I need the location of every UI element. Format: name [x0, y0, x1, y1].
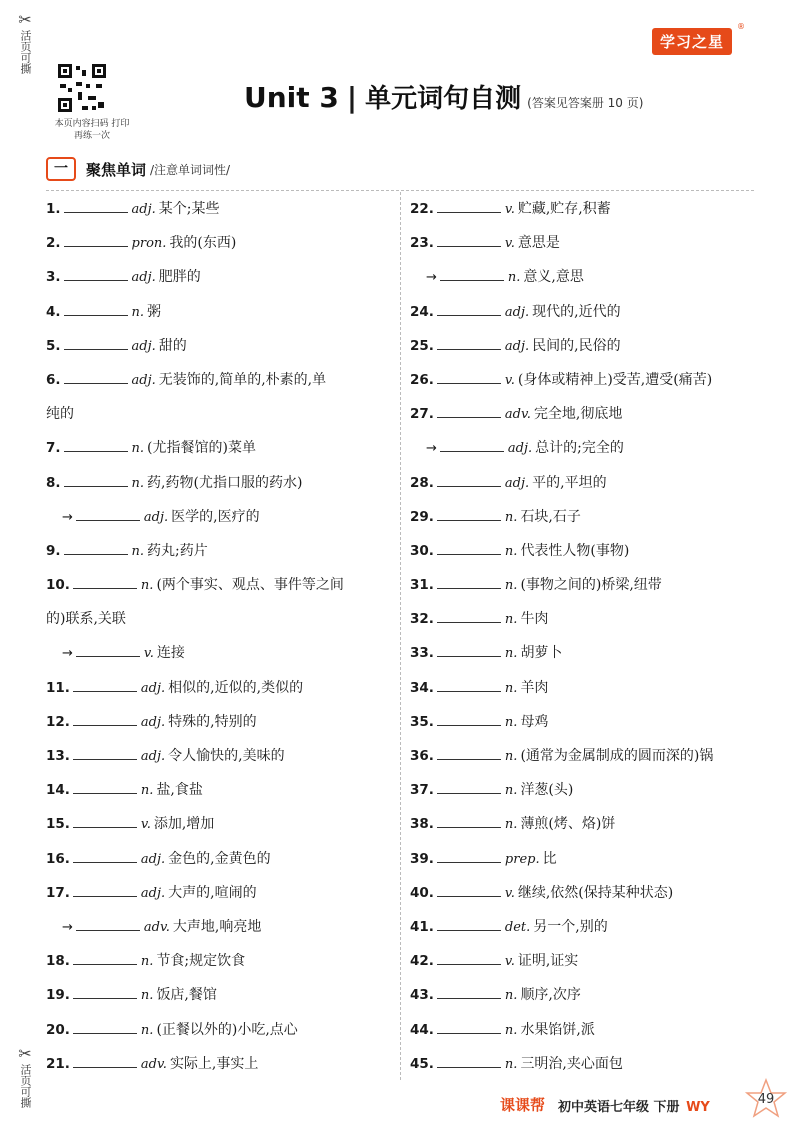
part-of-speech: v.: [504, 885, 515, 901]
arrow-icon: →: [62, 509, 73, 525]
qr-code-icon[interactable]: [56, 62, 108, 114]
answer-blank[interactable]: [437, 335, 501, 350]
part-of-speech: n.: [504, 749, 518, 764]
part-of-speech: n.: [504, 1022, 518, 1038]
word-entry: [410, 671, 770, 705]
part-of-speech: n.: [131, 543, 145, 559]
meaning-text: 连接: [156, 645, 185, 662]
part-of-speech: prep.: [504, 851, 540, 867]
meaning-text: (正餐以外的)小吃,点心: [156, 1021, 298, 1038]
word-entry: [46, 1047, 388, 1081]
part-of-speech: adj.: [131, 372, 156, 388]
meaning-text: 代表性人物(事物): [520, 542, 630, 559]
answer-blank[interactable]: [437, 950, 501, 965]
part-of-speech: adj.: [140, 749, 166, 764]
part-of-speech: pron.: [131, 236, 167, 252]
item-number: 38.: [410, 816, 434, 833]
item-number: 39.: [410, 850, 434, 867]
item-number: 45.: [410, 1055, 434, 1072]
meaning-text: 大声地,响亮地: [172, 918, 262, 935]
part-of-speech: det.: [504, 919, 531, 935]
word-entry: [410, 534, 770, 568]
meaning-text: 添加,增加: [153, 816, 215, 833]
meaning-text: 牛肉: [520, 611, 549, 628]
meaning-text: 胡萝卜: [520, 645, 563, 662]
meaning-text: 粥: [147, 303, 162, 320]
answer-blank[interactable]: [73, 882, 137, 897]
answer-note: (答案见答案册 10 页): [527, 96, 644, 110]
meaning-text: 甜的: [158, 337, 187, 354]
item-number: 6.: [46, 371, 61, 388]
part-of-speech: n.: [504, 817, 518, 833]
part-of-speech: n.: [504, 988, 518, 1004]
word-entry: [410, 876, 770, 910]
answer-blank[interactable]: [73, 779, 137, 794]
item-number: 9.: [46, 542, 61, 559]
item-number: 7.: [46, 440, 61, 457]
part-of-speech: n.: [504, 612, 518, 628]
word-entry: [410, 842, 770, 876]
word-entry: [46, 739, 388, 773]
answer-blank[interactable]: [437, 1019, 501, 1034]
answer-blank[interactable]: [64, 301, 128, 316]
answer-blank[interactable]: [73, 574, 137, 589]
meaning-text: 薄煎(烤、烙)饼: [520, 816, 616, 833]
answer-blank[interactable]: [437, 574, 501, 589]
meaning-text: 金色的,金黄色的: [168, 850, 271, 867]
item-number: 5.: [46, 337, 61, 354]
meaning-text: 水果馅饼,派: [520, 1021, 595, 1038]
scissors-icon: ✂: [18, 1044, 32, 1063]
meaning-text: 总计的;完全的: [535, 440, 624, 457]
item-number: 28.: [410, 474, 434, 491]
word-entry: [46, 807, 388, 841]
answer-blank[interactable]: [437, 882, 501, 897]
meaning-text: 民间的,民俗的: [532, 337, 621, 354]
part-of-speech: adj.: [140, 851, 166, 867]
answer-blank[interactable]: [64, 232, 128, 247]
part-of-speech: n.: [504, 680, 518, 696]
word-entry: [46, 1013, 388, 1047]
part-of-speech: v.: [504, 236, 515, 252]
word-entry: [46, 876, 388, 910]
title-separator: |: [346, 81, 358, 114]
word-entry: [410, 192, 770, 226]
arrow-icon: →: [62, 646, 73, 662]
tear-off-tab-bottom: [10, 1046, 40, 1108]
item-number: 33.: [410, 645, 434, 662]
answer-blank[interactable]: [76, 506, 140, 521]
part-of-speech: n.: [504, 578, 518, 594]
item-number: 3.: [46, 269, 61, 286]
meaning-text: 节食;规定饮食: [156, 953, 246, 970]
word-entry: [46, 192, 388, 226]
word-entry: [46, 260, 388, 294]
word-entry: [46, 466, 388, 500]
part-of-speech: adj.: [131, 270, 156, 286]
part-of-speech: adj.: [504, 338, 530, 354]
part-of-speech: adj.: [140, 714, 166, 730]
course-label: 初中英语七年级 下册: [558, 1100, 680, 1115]
item-number: 18.: [46, 953, 70, 970]
meaning-text: 药,药物(尤指口服的药水): [147, 474, 303, 491]
item-number: 40.: [410, 884, 434, 901]
item-number: 42.: [410, 953, 434, 970]
meaning-text: 大声的,喧闹的: [168, 884, 257, 901]
part-of-speech: n.: [504, 509, 518, 525]
item-number: 30.: [410, 542, 434, 559]
word-entry: [410, 910, 770, 944]
answer-blank[interactable]: [64, 335, 128, 350]
meaning-continuation: [46, 397, 388, 431]
meaning-text: 医学的,医疗的: [171, 508, 260, 525]
item-number: 36.: [410, 748, 434, 764]
meaning-text: 石块,石子: [520, 508, 581, 525]
word-entry: [46, 944, 388, 978]
meaning-text: 相似的,近似的,类似的: [168, 679, 304, 696]
item-number: 37.: [410, 782, 434, 799]
answer-blank[interactable]: [64, 369, 128, 384]
word-entry: [410, 1047, 770, 1081]
part-of-speech: adv.: [140, 1056, 167, 1072]
arrow-icon: →: [426, 270, 437, 286]
part-of-speech: v.: [140, 817, 151, 833]
answer-blank[interactable]: [437, 403, 501, 418]
word-entry: [410, 500, 770, 534]
part-of-speech: v.: [504, 954, 515, 970]
word-entry: [410, 944, 770, 978]
word-entry: [410, 807, 770, 841]
meaning-text: 无装饰的,简单的,朴素的,单: [158, 371, 327, 388]
item-number: 13.: [46, 748, 70, 764]
item-number: 14.: [46, 782, 70, 799]
item-number: 23.: [410, 235, 434, 252]
answer-blank[interactable]: [440, 266, 504, 281]
word-entry: [410, 397, 770, 431]
meaning-text: 继续,依然(保持某种状态): [517, 884, 674, 901]
meaning-text: 的)联系,关联: [46, 611, 126, 628]
answer-blank[interactable]: [437, 813, 501, 828]
meaning-text: 盐,食盐: [156, 782, 203, 799]
word-list-right: [410, 192, 770, 1081]
answer-blank[interactable]: [73, 1053, 137, 1068]
item-number: 20.: [46, 1021, 70, 1038]
page-number: 49: [757, 1092, 775, 1107]
item-number: 44.: [410, 1021, 434, 1038]
part-of-speech: n.: [140, 783, 154, 799]
answer-blank[interactable]: [64, 437, 128, 452]
derived-word-entry: [46, 500, 388, 534]
answer-blank[interactable]: [64, 266, 128, 281]
derived-word-entry: [46, 636, 388, 670]
item-number: 35.: [410, 713, 434, 730]
meaning-text: 母鸡: [520, 713, 549, 730]
item-number: 29.: [410, 508, 434, 525]
meaning-text: (两个事实、观点、事件等之间: [156, 577, 344, 594]
part-of-speech: v.: [504, 202, 515, 217]
registered-mark: ®: [737, 22, 745, 31]
answer-blank[interactable]: [437, 301, 501, 316]
item-number: 32.: [410, 611, 434, 628]
answer-blank[interactable]: [76, 916, 140, 931]
answer-blank[interactable]: [437, 472, 501, 487]
section-title: 聚焦单词: [86, 160, 147, 179]
word-entry: [410, 329, 770, 363]
section-header: [46, 157, 230, 181]
derived-word-entry: [410, 260, 770, 294]
word-entry: [46, 295, 388, 329]
item-number: 25.: [410, 337, 434, 354]
meaning-text: 特殊的,特别的: [168, 713, 257, 730]
word-entry: [410, 363, 770, 397]
word-list-left: [46, 192, 388, 1081]
answer-blank[interactable]: [73, 848, 137, 863]
answer-blank[interactable]: [437, 506, 501, 521]
arrow-icon: →: [62, 919, 73, 935]
item-number: 19.: [46, 987, 70, 1004]
unit-label: Unit 3: [244, 81, 339, 114]
scissors-icon: ✂: [18, 10, 32, 29]
word-entry: [46, 978, 388, 1012]
meaning-text: (身体或精神上)受苦,遭受(痛苦): [517, 371, 713, 388]
answer-blank[interactable]: [437, 642, 501, 657]
meaning-text: 羊肉: [520, 679, 549, 696]
word-entry: [46, 363, 388, 397]
answer-blank[interactable]: [437, 848, 501, 863]
answer-blank[interactable]: [437, 711, 501, 726]
item-number: 34.: [410, 679, 434, 696]
meaning-text: 完全地,彻底地: [533, 406, 623, 423]
answer-blank[interactable]: [73, 711, 137, 726]
answer-blank[interactable]: [437, 608, 501, 623]
meaning-text: 三明治,夹心面包: [520, 1055, 623, 1072]
title-text: 单元词句自测: [365, 84, 522, 114]
meaning-text: (通常为金属制成的圆而深的)锅: [520, 748, 714, 764]
word-entry: [410, 295, 770, 329]
item-number: 16.: [46, 850, 70, 867]
meaning-text: 现代的,近代的: [532, 303, 621, 320]
part-of-speech: n.: [131, 441, 145, 457]
item-number: 15.: [46, 816, 70, 833]
part-of-speech: n.: [140, 988, 154, 1004]
answer-blank[interactable]: [73, 745, 137, 760]
meaning-text: 顺序,次序: [520, 987, 581, 1004]
part-of-speech: n.: [131, 475, 145, 491]
answer-blank[interactable]: [437, 677, 501, 692]
word-entry: [410, 636, 770, 670]
meaning-text: 纯的: [46, 406, 74, 423]
footer-course: [558, 1096, 710, 1115]
part-of-speech: adj.: [507, 441, 533, 457]
part-of-speech: n.: [504, 1056, 518, 1072]
answer-blank[interactable]: [64, 472, 128, 487]
part-of-speech: n.: [504, 714, 518, 730]
tear-off-label: 活页可撕: [19, 30, 32, 74]
part-of-speech: n.: [140, 1022, 154, 1038]
answer-blank[interactable]: [73, 813, 137, 828]
word-entry: [410, 466, 770, 500]
meaning-text: 洋葱(头): [520, 782, 574, 799]
word-entry: [410, 705, 770, 739]
word-entry: [410, 226, 770, 260]
answer-blank[interactable]: [437, 984, 501, 999]
section-number: 一: [46, 157, 76, 181]
answer-blank[interactable]: [437, 540, 501, 555]
word-entry: [410, 1013, 770, 1047]
meaning-text: (尤指餐馆的)菜单: [147, 440, 256, 457]
meaning-continuation: [46, 602, 388, 636]
answer-blank[interactable]: [437, 1053, 501, 1068]
part-of-speech: n.: [131, 304, 145, 320]
meaning-text: 实际上,事实上: [169, 1055, 259, 1072]
meaning-text: 肥胖的: [158, 269, 201, 286]
item-number: 31.: [410, 577, 434, 594]
answer-blank[interactable]: [64, 540, 128, 555]
word-entry: [410, 568, 770, 602]
meaning-text: 我的(东西): [169, 235, 237, 252]
item-number: 4.: [46, 303, 61, 320]
word-entry: [46, 534, 388, 568]
edition-label: WY: [686, 1100, 710, 1115]
part-of-speech: n.: [140, 578, 154, 594]
answer-blank[interactable]: [437, 232, 501, 247]
part-of-speech: n.: [504, 543, 518, 559]
meaning-text: 证明,证实: [517, 953, 579, 970]
answer-blank[interactable]: [73, 1019, 137, 1034]
item-number: 11.: [46, 679, 70, 696]
arrow-icon: →: [426, 441, 437, 457]
answer-blank[interactable]: [440, 437, 504, 452]
derived-word-entry: [46, 910, 388, 944]
meaning-text: 饭店,餐馆: [156, 987, 217, 1004]
part-of-speech: n.: [507, 270, 521, 286]
meaning-text: 平的,平坦的: [532, 474, 607, 491]
item-number: 1.: [46, 201, 61, 217]
meaning-text: (事物之间的)桥梁,纽带: [520, 577, 662, 594]
part-of-speech: adj.: [504, 304, 530, 320]
part-of-speech: adj.: [143, 509, 169, 525]
part-of-speech: adv.: [504, 407, 531, 423]
section-note: /注意单词词性/: [150, 162, 231, 177]
item-number: 27.: [410, 406, 434, 423]
part-of-speech: adj.: [131, 338, 156, 354]
tear-off-tab-top: [10, 12, 40, 74]
item-number: 24.: [410, 303, 434, 320]
part-of-speech: adv.: [143, 919, 170, 935]
word-entry: [410, 773, 770, 807]
section-divider: [46, 190, 754, 191]
item-number: 22.: [410, 201, 434, 217]
meaning-text: 某个;某些: [158, 201, 220, 217]
item-number: 8.: [46, 474, 61, 491]
part-of-speech: v.: [143, 646, 154, 662]
word-entry: [410, 739, 770, 773]
word-entry: [46, 773, 388, 807]
meaning-text: 意思是: [517, 235, 560, 252]
meaning-text: 药丸;药片: [147, 542, 208, 559]
meaning-text: 另一个,别的: [533, 918, 608, 935]
item-number: 41.: [410, 918, 434, 935]
item-number: 10.: [46, 577, 70, 594]
item-number: 17.: [46, 884, 70, 901]
meaning-text: 意义,意思: [523, 269, 584, 286]
part-of-speech: adj.: [131, 202, 156, 217]
part-of-speech: adj.: [140, 680, 166, 696]
column-divider: [400, 192, 401, 1080]
page-title: [244, 78, 643, 115]
answer-blank[interactable]: [437, 745, 501, 760]
item-number: 2.: [46, 235, 61, 252]
part-of-speech: adj.: [140, 885, 166, 901]
answer-blank[interactable]: [437, 916, 501, 931]
word-entry: [46, 568, 388, 602]
part-of-speech: adj.: [504, 475, 530, 491]
derived-word-entry: [410, 431, 770, 465]
part-of-speech: n.: [504, 646, 518, 662]
part-of-speech: n.: [140, 954, 154, 970]
item-number: 21.: [46, 1055, 70, 1072]
answer-blank[interactable]: [437, 198, 501, 213]
part-of-speech: v.: [504, 372, 515, 388]
item-number: 26.: [410, 371, 434, 388]
meaning-text: 令人愉快的,美味的: [168, 748, 285, 764]
word-entry: [46, 705, 388, 739]
tear-off-label: 活页可撕: [19, 1064, 32, 1108]
word-entry: [410, 602, 770, 636]
answer-blank[interactable]: [437, 369, 501, 384]
answer-blank[interactable]: [73, 950, 137, 965]
word-entry: [46, 842, 388, 876]
word-entry: [46, 329, 388, 363]
meaning-text: 贮藏,贮存,积蓄: [517, 201, 611, 217]
item-number: 12.: [46, 713, 70, 730]
publisher-logo: 学习之星: [652, 28, 732, 55]
meaning-text: 比: [542, 850, 557, 867]
word-entry: [46, 226, 388, 260]
footer-brand: 课课帮: [500, 1096, 546, 1114]
word-entry: [46, 431, 388, 465]
answer-blank[interactable]: [437, 779, 501, 794]
qr-caption: 本页内容扫码 打印再练一次: [54, 119, 130, 141]
word-entry: [410, 978, 770, 1012]
word-entry: [46, 671, 388, 705]
answer-blank[interactable]: [64, 198, 128, 213]
part-of-speech: n.: [504, 783, 518, 799]
answer-blank[interactable]: [73, 984, 137, 999]
answer-blank[interactable]: [73, 677, 137, 692]
item-number: 43.: [410, 987, 434, 1004]
answer-blank[interactable]: [76, 642, 140, 657]
